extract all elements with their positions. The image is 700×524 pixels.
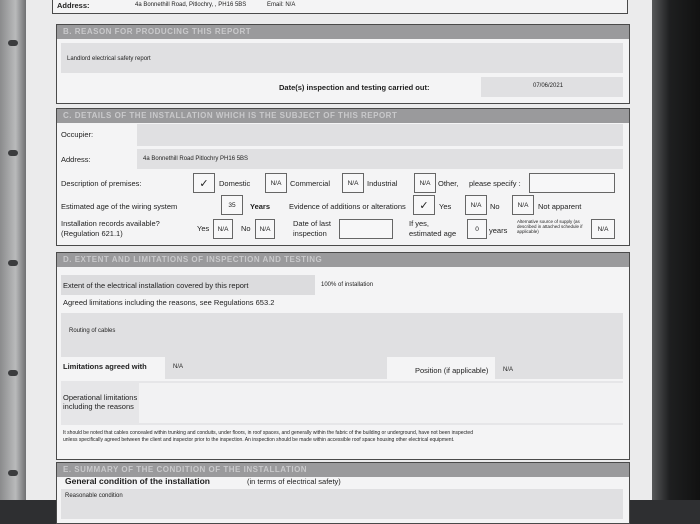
other-label: Other,	[438, 179, 459, 188]
agreed-limitations-label: Agreed limitations including the reasons, see Regulations 653.2	[63, 298, 275, 307]
general-condition-field[interactable]	[61, 489, 623, 519]
years-label: Years	[250, 202, 271, 211]
date-last-field[interactable]	[339, 219, 393, 239]
commercial-checkbox[interactable]: N/A	[265, 173, 287, 193]
commercial-label: Commercial	[290, 179, 331, 188]
not-apparent-label: Not apparent	[538, 202, 582, 211]
limitations-agreed-value: N/A	[173, 364, 184, 370]
alterations-yes-checkbox[interactable]: ✓	[413, 195, 435, 215]
date-value: 07/06/2021	[533, 83, 564, 89]
report-page	[26, 0, 652, 500]
domestic-checkbox[interactable]: ✓	[193, 173, 215, 193]
position-value: N/A	[503, 367, 514, 373]
address-label: Address:	[57, 1, 90, 10]
email-label: Email: N/A	[267, 2, 296, 8]
no-label: No	[490, 202, 500, 211]
date-last-label: inspection	[293, 229, 327, 238]
installation-details-section	[56, 108, 630, 246]
alternative-source-field[interactable]: N/A	[591, 219, 615, 239]
age-field[interactable]: 35	[221, 195, 243, 215]
please-specify-label: please specify :	[469, 179, 521, 188]
address-label: Address:	[61, 155, 91, 164]
limitations-agreed-field[interactable]	[165, 357, 387, 379]
alterations-not-apparent-checkbox[interactable]: N/A	[512, 195, 534, 215]
alternative-source-label: Alternative source of supply (as described in attached schedule if applicable)	[517, 219, 583, 234]
binder-ring	[8, 370, 18, 376]
date-last-label: Date of last	[293, 219, 331, 228]
yes-label: Yes	[439, 202, 452, 211]
limitations-agreed-label: Limitations agreed with	[63, 362, 147, 371]
other-specify-field[interactable]	[529, 173, 615, 193]
general-condition-value: Reasonable condition	[65, 493, 123, 499]
alterations-no-checkbox[interactable]: N/A	[465, 195, 487, 215]
agreed-limitations-value: Routing of cables	[69, 328, 116, 334]
industrial-checkbox[interactable]: N/A	[342, 173, 364, 193]
section-heading: D. EXTENT AND LIMITATIONS OF INSPECTION AND TESTING	[57, 253, 629, 267]
evidence-label: Evidence of additions or alterations	[289, 202, 406, 211]
reason-section	[56, 24, 630, 104]
general-condition-label: General condition of the installation	[65, 476, 210, 486]
age-label: Estimated age of the wiring system	[61, 202, 178, 211]
binder-ring	[8, 260, 18, 266]
section-heading: B. REASON FOR PRODUCING THIS REPORT	[57, 25, 629, 39]
extent-value: 100% of installation	[321, 282, 374, 288]
estimated-age-label: estimated age	[409, 229, 457, 238]
note-text: It should be noted that cables concealed within trunking and conduits, under floors, in roof spaces, and generally within the fabric of the building or underground, have not been inspected	[63, 430, 473, 436]
records-yes-label: Yes	[197, 224, 210, 233]
premises-label: Description of premises:	[61, 179, 142, 188]
records-label: Installation records available?	[61, 219, 160, 228]
operational-label: Operational limitations	[63, 393, 138, 402]
binder-ring	[8, 40, 18, 46]
records-yes-checkbox[interactable]: N/A	[213, 219, 233, 239]
binder-ring	[8, 470, 18, 476]
client-address-strip	[52, 0, 628, 14]
section-heading: C. DETAILS OF THE INSTALLATION WHICH IS THE SUBJECT OF THIS REPORT	[57, 109, 629, 123]
extent-limitations-section	[56, 252, 630, 460]
occupier-label: Occupier:	[61, 130, 94, 139]
domestic-label: Domestic	[219, 179, 251, 188]
if-yes-label: If yes,	[409, 219, 430, 228]
background-shadow	[645, 0, 700, 500]
industrial-label: Industrial	[367, 179, 398, 188]
records-no-checkbox[interactable]: N/A	[255, 219, 275, 239]
other-checkbox[interactable]: N/A	[414, 173, 436, 193]
reason-text: Landlord electrical safety report	[67, 56, 151, 62]
address-value: 4a Bonnethill Road, Pitlochry, , PH16 5BS	[135, 2, 247, 8]
operational-label: including the reasons	[63, 402, 134, 411]
agreed-limitations-field[interactable]	[61, 313, 623, 357]
records-regulation: (Regulation 621.1)	[61, 229, 123, 238]
records-no-label: No	[241, 224, 251, 233]
position-field[interactable]	[495, 357, 623, 379]
section-heading: E. SUMMARY OF THE CONDITION OF THE INSTALLATION	[57, 463, 629, 477]
date-label: Date(s) inspection and testing carried out:	[279, 83, 430, 92]
years-label: years	[489, 226, 508, 235]
note-text: unless specifically agreed between the client and inspector prior to the inspection. An inspection should be made within accessible roof space housing other electrical equipment.	[63, 437, 455, 443]
operational-limitations-field[interactable]	[139, 383, 623, 423]
position-label: Position (if applicable)	[415, 366, 489, 375]
condition-summary-section	[56, 462, 630, 524]
binder-edge	[0, 0, 26, 500]
extent-label: Extent of the electrical installation covered by this report	[63, 281, 249, 290]
estimated-age-field[interactable]: 0	[467, 219, 487, 239]
binder-ring	[8, 150, 18, 156]
general-condition-sub: (in terms of electrical safety)	[247, 477, 341, 486]
address-value: 4a Bonnethill Road Pitlochry PH16 5BS	[143, 156, 249, 162]
occupier-field[interactable]	[137, 124, 623, 146]
